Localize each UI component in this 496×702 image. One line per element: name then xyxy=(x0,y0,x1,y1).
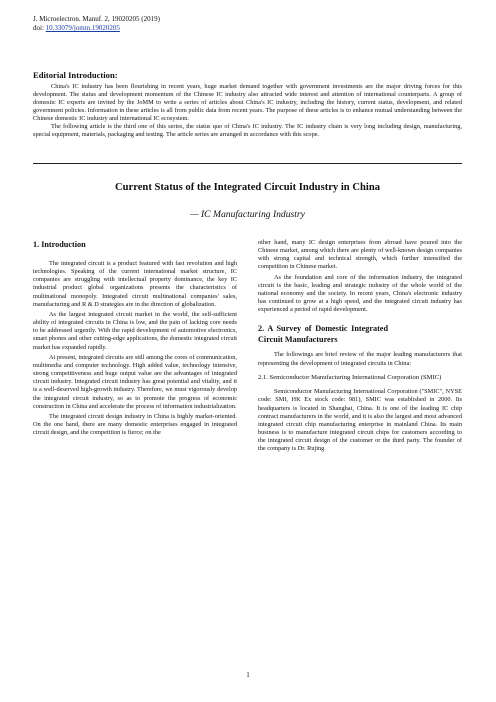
left-column xyxy=(33,239,237,439)
body-paragraph: other hand, many IC design enterprises from abroad have poured into the Chinese market, among which there are plenty of well-known design companies with strong capital and technical strength, which further intensified the competition in Chinese market. xyxy=(258,239,462,271)
body-paragraph: The followings are brief review of the major leading manufacturers that representing the development of integrated circuits in China: xyxy=(258,351,462,367)
article-subtitle: — IC Manufacturing Industry xyxy=(190,209,305,220)
editorial-paragraph-1: China's IC industry has been flourishing in recent years, huge market demand together with government investments are the major driving forces for this development. The status and development momentum of the Chinese IC industry also attracted wide interest and attention of international counterparts. A group of domestic IC experts are invited by the JoMM to write a series of articles about China's IC industry, including the history, current status, development, and related government policies. Information in these articles is all from public data from recent years. The purpose of these articles is to enhance mutual understanding between the Chinese domestic IC industry and international IC ecosystem. xyxy=(33,83,462,123)
body-paragraph: At present, integrated circuits are still among the cores of communication, multimedia and computer technology. High added value, technology intensive, strong competitiveness and huge output value are the advantages of integrated circuit industry. Integrated circuit industry has great potential and vitality, and it is a well-deserved high-growth industry. Therefore, we must vigorously develop the integrated circuit industry, so as to promote the progress of economic construction in China and accelerate the process of information industrialization. xyxy=(33,353,237,410)
editorial-body xyxy=(33,83,462,139)
editorial-divider xyxy=(33,163,462,164)
body-paragraph: The integrated circuit is a product featured with fast revolution and high technologies. Speaking of the current international market structure, IC companies are struggling with intellectual property dominance, the key IC industrial product global organizations presents the characteristics of multinational monopoly. Integrated circuit multinational companies' sales, manufacturing and R & D strategies are in the direction of globalization. xyxy=(33,260,237,308)
editorial-paragraph-2: The following article is the third one of this series, the status quo of China's IC industry. The IC industry chain is very long including design, manufacturing, special equipment, materials, packaging and testing. The article series are arranged in accordance with this scope. xyxy=(33,123,462,139)
editorial-title: Editorial Introduction: xyxy=(33,70,118,80)
right-column xyxy=(258,239,462,456)
body-paragraph: The integrated circuit design industry in China is highly market-oriented. On the one hand, there are many domestic enterprises engaged in integrated circuit design, and the competition is fierce; on the xyxy=(33,412,237,437)
journal-citation: J. Microelectron. Manuf. 2, 19020205 (2019) xyxy=(33,15,160,23)
section-heading-survey: 2. A Survey of Domestic Integrated Circuit Manufacturers xyxy=(258,324,388,345)
body-paragraph: As the largest integrated circuit market in the world, the self-sufficient ability of integrated circuits in China is low, and the pain of lacking core needs to be addressed urgently. With the rapid development of automotive electronics, smart phones and other cutting-edge applications, the domestic integrated circuit market has expanded rapidly. xyxy=(33,310,237,351)
doi-link[interactable]: 10.33079/jomm.19020205 xyxy=(45,24,120,32)
body-paragraph: As the foundation and core of the information industry, the integrated circuit is the basic, leading and strategic industry of the whole world of the national economy and the society. In recent years, China's electronic industry has continued to grow at a high speed, and the integrated circuit industry has experienced a period of rapid development. xyxy=(258,273,462,314)
doi-line xyxy=(33,24,160,33)
page-header xyxy=(33,15,160,33)
body-paragraph: Semiconductor Manufacturing International Corporation ("SMIC", NYSE code: SMI, HK Ex stock code: 981), SMIC was established in 2000. Its headquarters is located in Shanghai, China. It is one of the leading IC chip contract manufacturers in the world, and it is also the largest and most advanced integrated circuit chip manufacturing enterprise in mainland China. Its main business is to manufacture integrated circuit chips for customers according to the integrated circuit design of the customer or the third party. The founder of the company is Dr. Rujing xyxy=(258,388,462,453)
doi-prefix: doi: xyxy=(33,24,46,32)
article-title: Current Status of the Integrated Circuit Industry in China xyxy=(114,182,381,193)
section-heading-introduction: 1. Introduction xyxy=(33,240,86,249)
subsection-heading-smic: 2.1. Semiconductor Manufacturing International Corporation (SMIC) xyxy=(258,373,442,381)
page-number: 1 xyxy=(246,671,250,679)
